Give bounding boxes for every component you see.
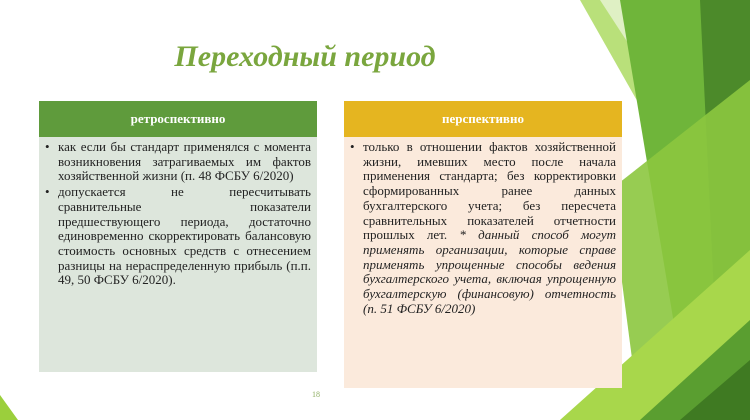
list-item <box>45 140 311 184</box>
bullet-icon: • <box>350 139 355 154</box>
prospective-header: перспективно <box>344 101 622 137</box>
retrospective-panel <box>39 101 317 372</box>
list-item <box>45 185 311 288</box>
bullet-icon: • <box>45 139 50 154</box>
list-item-text: только в отношении фактов хозяйственной жизни, имевших место после начала применения стандарта; без корректировки сформированных ранее данных бухгалтерского учета; без пересчета сравнительных показателей отчетности прошлых лет. <box>363 139 616 243</box>
list-item-text: как если бы стандарт применялся с момента возникновения затрагиваемых им фактов хозяйственной жизни (п. 48 ФСБУ 6/2020) <box>58 139 311 184</box>
bullet-icon: • <box>45 184 50 200</box>
retrospective-list <box>45 140 311 288</box>
retrospective-header: ретроспективно <box>39 101 317 137</box>
prospective-panel <box>344 101 622 388</box>
prospective-list <box>350 140 616 316</box>
page-number: 18 <box>312 390 320 399</box>
prospective-body <box>344 137 622 388</box>
decor-left-corner <box>0 395 18 420</box>
list-item-text: допускается не пересчитывать сравнительные показатели предшествующего периода, достаточно единовременно скорректировать балансовую стоимость основных средств с отнесением разницы на нераспределенную прибыль (п.п. 49, 50 ФСБУ 6/2020). <box>58 184 311 288</box>
retrospective-body <box>39 137 317 372</box>
slide-title: Переходный период <box>174 40 436 73</box>
footnote-text: * данный способ могут применять организации, которые справе применять упрощенные способы ведения бухгалтерского учета, включая упрощенную бухгалтерскую (финансовую) отчетность (п. 51 ФСБУ 6/2020) <box>363 227 617 316</box>
list-item <box>350 140 616 316</box>
